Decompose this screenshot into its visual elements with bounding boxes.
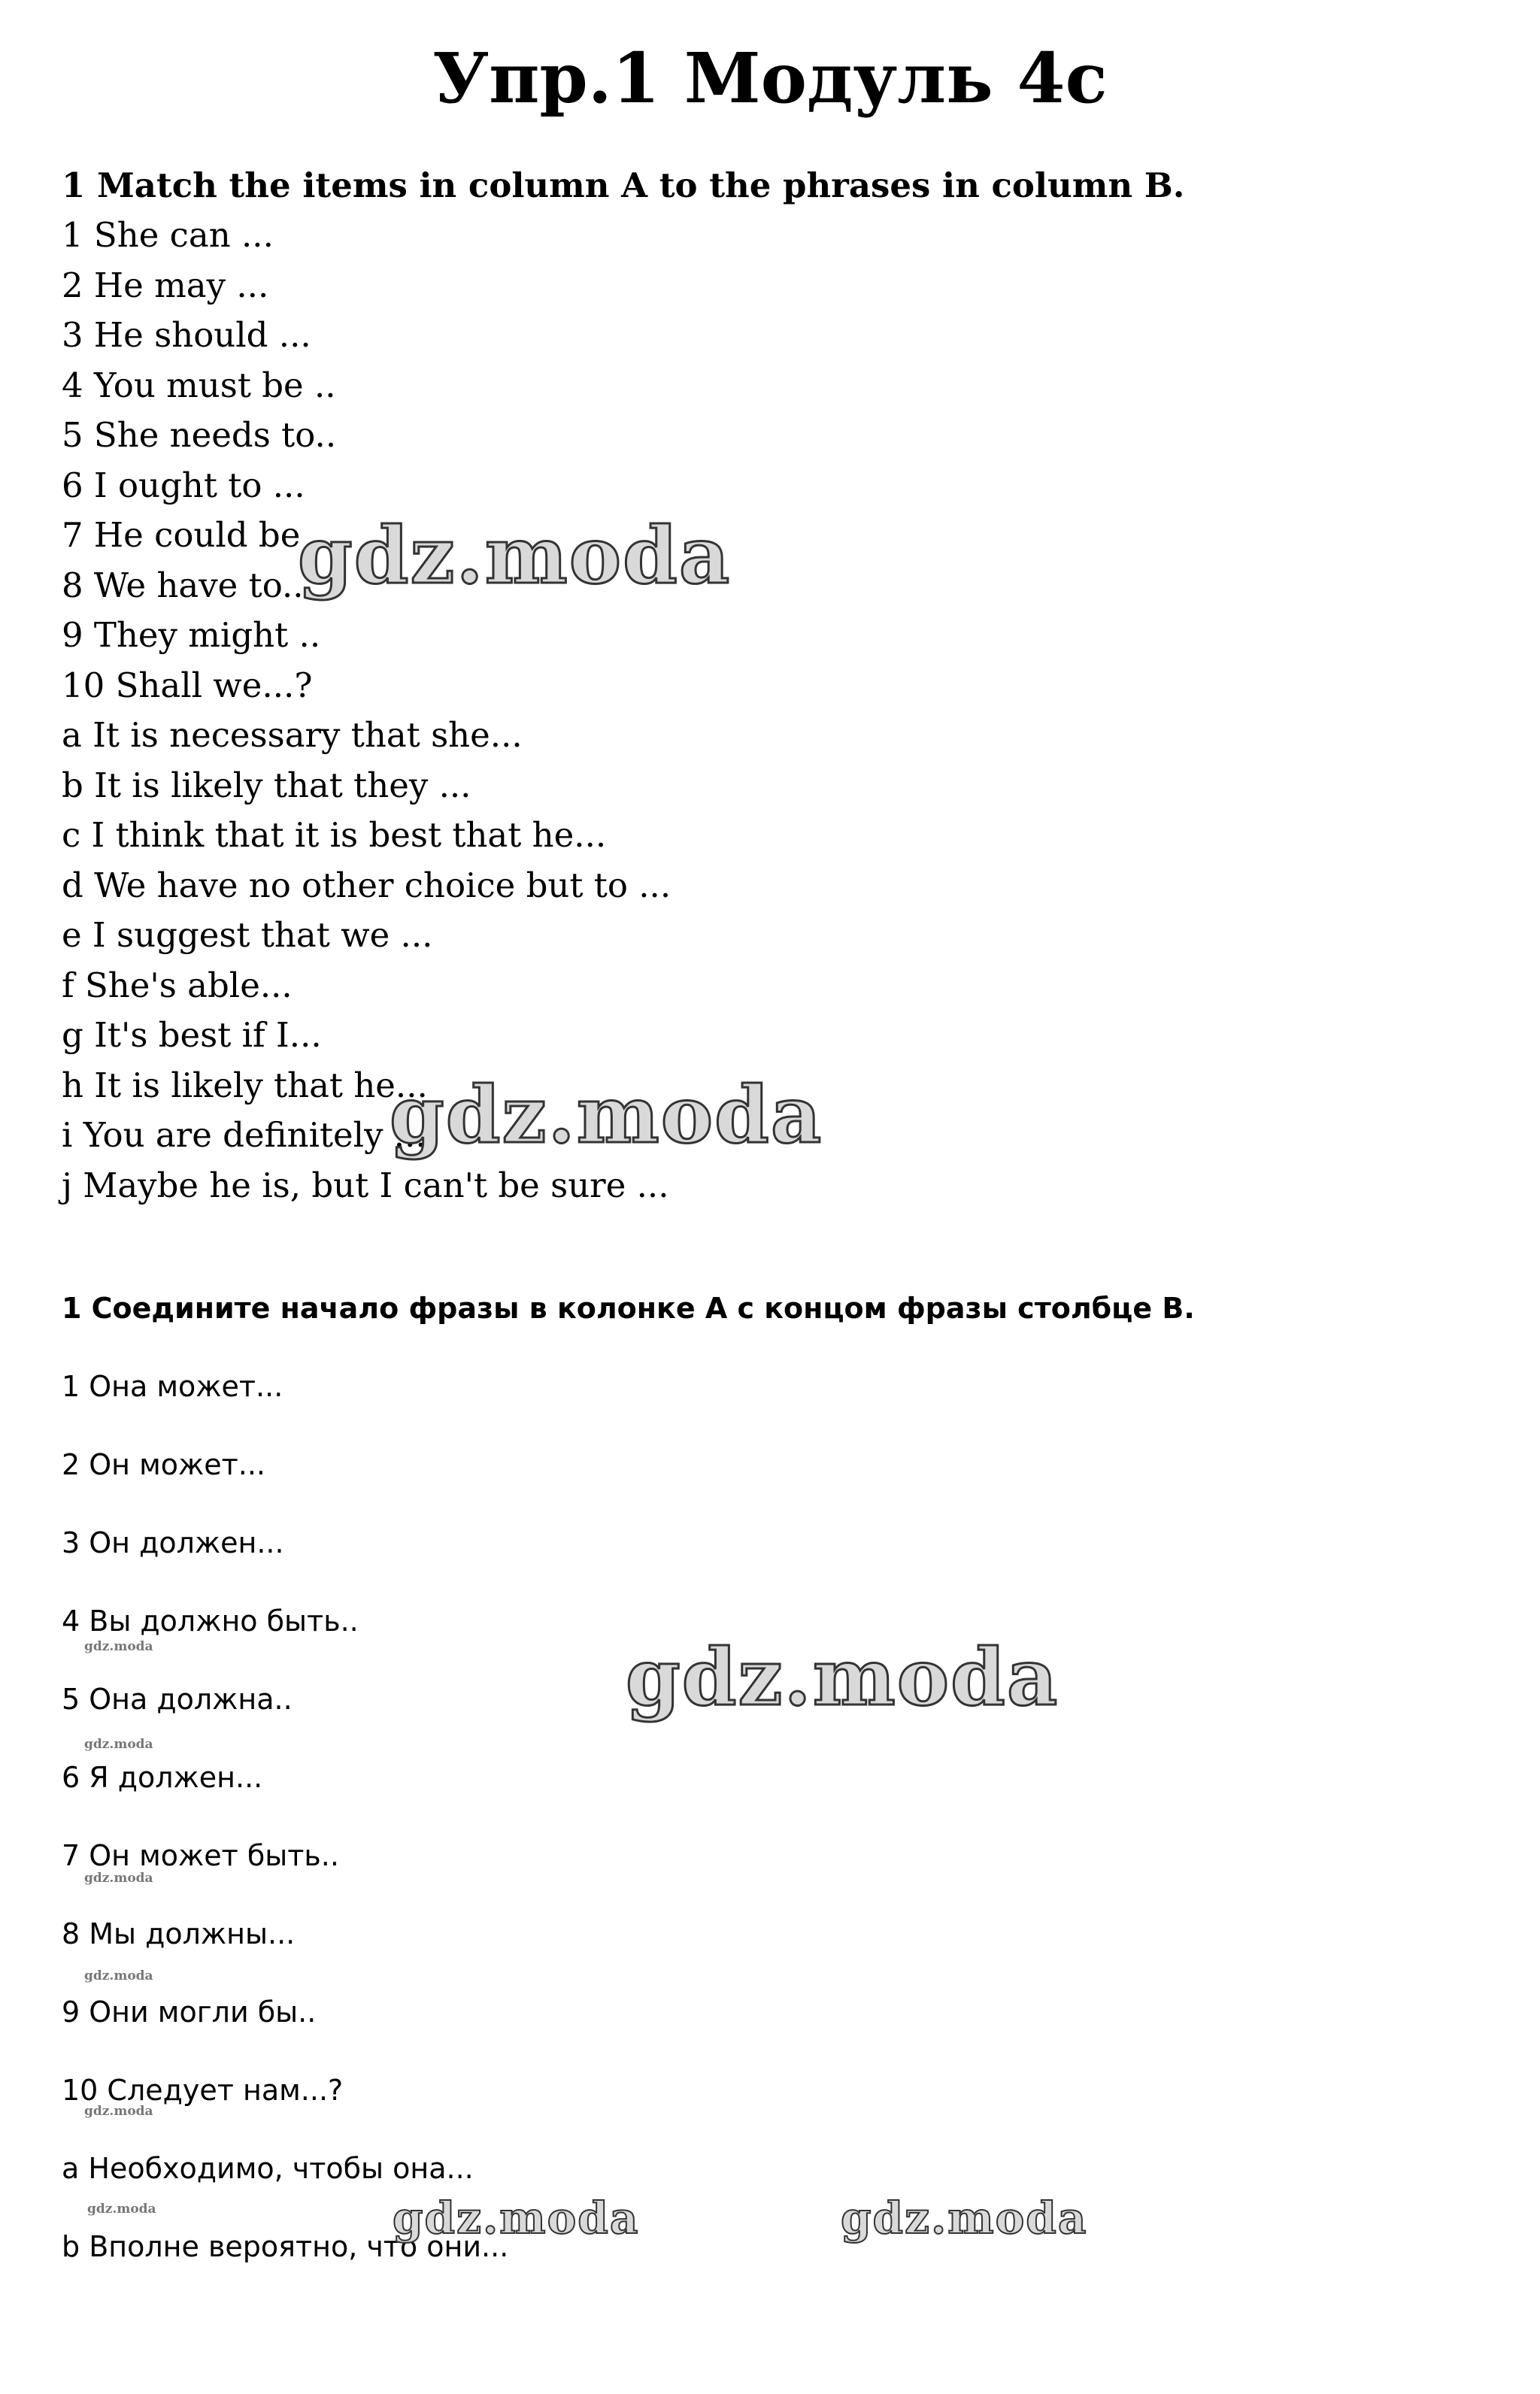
item-line-en: 7 He could be ..	[62, 515, 333, 555]
phrase-line-en: i You are definitely ...	[62, 1115, 426, 1155]
item-line-en: 5 She needs to..	[62, 415, 337, 455]
item-line-en: 8 We have to...	[62, 565, 314, 605]
exercise-heading-en: 1 Match the items in column A to the phrases in column B.	[62, 165, 1185, 205]
watermark: gdz.moda	[841, 2192, 1088, 2244]
phrase-line-en: g It's best if I...	[62, 1015, 322, 1055]
item-line-ru: 2 Он может...	[62, 1448, 265, 1481]
item-line-en: 9 They might ..	[62, 615, 321, 655]
page-title: Упр.1 Модуль 4с	[432, 38, 1108, 119]
watermark: gdz.moda	[390, 1068, 823, 1161]
phrase-line-en: j Maybe he is, but I can't be sure ...	[62, 1165, 669, 1205]
item-line-ru: 10 Следует нам...?	[62, 2074, 344, 2107]
item-line-ru: 4 Вы должно быть..	[62, 1605, 359, 1638]
watermark-small: gdz.moda	[84, 1639, 153, 1654]
item-line-en: 3 He should ...	[62, 315, 311, 355]
watermark-small: gdz.moda	[84, 1968, 153, 1983]
watermark-small: gdz.moda	[84, 2104, 153, 2119]
phrase-line-en: c I think that it is best that he...	[62, 815, 607, 855]
item-line-en: 1 She can ...	[62, 215, 274, 255]
phrase-line-en: f She's able...	[62, 965, 293, 1005]
item-line-ru: 3 Он должен...	[62, 1526, 284, 1559]
item-line-ru: 9 Они могли бы..	[62, 1996, 317, 2029]
watermark: gdz.moda	[626, 1631, 1060, 1723]
watermark: gdz.moda	[298, 509, 732, 602]
item-line-en: 2 He may ...	[62, 265, 269, 305]
item-line-ru: 5 Она должна..	[62, 1683, 293, 1716]
phrase-line-en: a It is necessary that she...	[62, 715, 523, 755]
watermark-small: gdz.moda	[84, 1737, 153, 1752]
phrase-line-en: d We have no other choice but to ...	[62, 865, 671, 905]
phrase-line-ru: b Вполне вероятно, что они...	[62, 2230, 509, 2263]
item-line-en: 6 I ought to ...	[62, 465, 305, 505]
phrase-line-en: b It is likely that they ...	[62, 765, 471, 805]
item-line-ru: 7 Он может быть..	[62, 1839, 339, 1872]
phrase-line-en: e I suggest that we ...	[62, 915, 433, 955]
item-line-ru: 6 Я должен...	[62, 1761, 263, 1794]
phrase-line-en: h It is likely that he...	[62, 1065, 428, 1105]
watermark-small: gdz.moda	[87, 2202, 156, 2217]
watermark: gdz.moda	[393, 2192, 640, 2244]
item-line-en: 4 You must be ..	[62, 365, 336, 405]
item-line-ru: 8 Мы должны...	[62, 1917, 296, 1950]
russian-exercise	[62, 1286, 1415, 2302]
english-exercise	[62, 161, 1415, 1211]
watermark-small: gdz.moda	[84, 1871, 153, 1886]
item-line-en: 10 Shall we...?	[62, 665, 313, 705]
item-line-ru: 1 Она может...	[62, 1370, 283, 1403]
russian-item-list	[62, 1364, 1415, 2302]
exercise-heading-ru: 1 Соедините начало фразы в колонке А с концом фразы столбце В.	[62, 1292, 1195, 1325]
phrase-line-ru: а Необходимо, чтобы она...	[62, 2152, 474, 2185]
